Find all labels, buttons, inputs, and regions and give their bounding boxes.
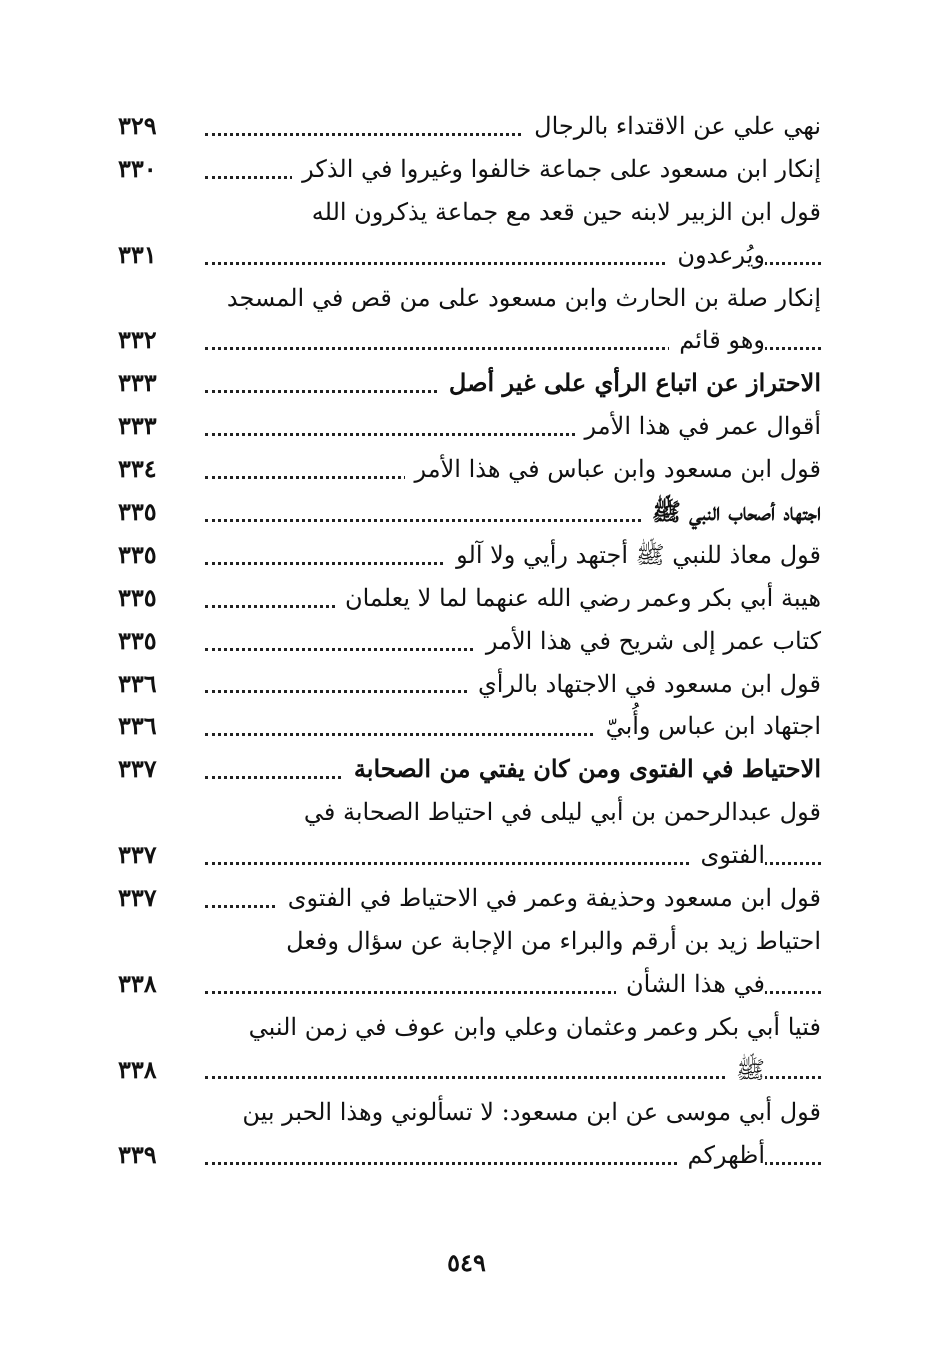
toc-entry-title: في هذا الشأن — [616, 963, 765, 1006]
toc-page-number: ٣٣٥ — [118, 582, 157, 612]
toc-page-number: ٣٢٩ — [118, 111, 157, 140]
toc-entry-continuation[interactable] — [0, 319, 933, 362]
toc-entry-continuation[interactable] — [0, 234, 933, 277]
toc-entry-title: أظهركم — [678, 1134, 765, 1177]
toc-entry-title: هيبة أبي بكر وعمر رضي الله عنهما لما لا يعلمان — [335, 577, 821, 620]
toc-page-number: ٣٣٥ — [118, 625, 157, 655]
toc-entry-title: قول أبي موسى عن ابن مسعود: لا تسألوني وهذا الحبر بين — [232, 1091, 821, 1134]
toc-page-number: ٣٣٣ — [118, 411, 157, 441]
toc-entry-title: وهو قائم — [669, 319, 765, 362]
toc-entry[interactable] — [0, 277, 933, 320]
toc-entry-title: ويُرعدون — [667, 234, 765, 277]
toc-entry[interactable] — [0, 534, 933, 577]
toc-entry-title: كتاب عمر إلى شريح في هذا الأمر — [476, 620, 821, 663]
toc-entry-continuation[interactable] — [0, 1134, 933, 1177]
toc-page-number: ٣٣٨ — [118, 1054, 157, 1084]
toc-entry[interactable] — [0, 920, 933, 963]
toc-entry-title: قول ابن مسعود وحذيفة وعمر في الاحتياط في الفتوى — [278, 877, 821, 920]
toc-entry[interactable] — [0, 705, 933, 748]
toc-page-number: ٣٣٨ — [118, 968, 157, 998]
toc-entry-title: إنكار ابن مسعود على جماعة خالفوا وغيروا في الذكر — [292, 148, 821, 191]
toc-entry-title: أقوال عمر في هذا الأمر — [575, 405, 821, 448]
toc-entry-title: اجتهاد أصحاب النبي ﷺ — [642, 491, 821, 534]
toc-page-number: ٣٣٧ — [118, 840, 157, 870]
toc-entry[interactable] — [0, 105, 933, 148]
table-of-contents — [0, 105, 933, 1177]
toc-page-number: ٣٣٥ — [118, 539, 157, 569]
toc-entry[interactable] — [0, 577, 933, 620]
toc-entry[interactable] — [0, 620, 933, 663]
toc-entry[interactable] — [0, 1091, 933, 1134]
toc-page-number: ٣٣٦ — [118, 668, 157, 698]
toc-page-number: ٣٣٣ — [118, 368, 157, 398]
toc-page-number: ٣٣٤ — [118, 454, 157, 484]
toc-entry-title: إنكار صلة بن الحارث وابن مسعود على من قص في المسجد — [217, 277, 821, 320]
toc-entry[interactable] — [0, 191, 933, 234]
toc-section-heading[interactable] — [0, 748, 933, 791]
toc-entry-title: قول ابن مسعود في الاجتهاد بالرأي — [468, 663, 821, 706]
toc-page-number: ٣٣٠ — [118, 153, 157, 183]
toc-entry-title: قول معاذ للنبي ﷺ أجتهد رأيي ولا آلو — [446, 534, 821, 577]
toc-page-number: ٣٣٧ — [118, 754, 157, 784]
toc-entry-title: الاحتياط في الفتوى ومن كان يفتي من الصحابة — [344, 748, 821, 791]
toc-entry[interactable] — [0, 148, 933, 191]
toc-section-heading[interactable] — [0, 491, 933, 534]
toc-entry[interactable] — [0, 877, 933, 920]
toc-page-number: ٣٣٥ — [118, 497, 157, 527]
toc-entry[interactable] — [0, 791, 933, 834]
toc-entry-continuation[interactable] — [0, 1049, 933, 1092]
toc-entry[interactable] — [0, 405, 933, 448]
toc-page-number: ٣٣٩ — [118, 1140, 157, 1170]
toc-entry-continuation[interactable] — [0, 963, 933, 1006]
toc-entry-title: اجتهاد ابن عباس وأُبيّ — [596, 705, 821, 748]
toc-entry-title: قول عبدالرحمن بن أبي ليلى في احتياط الصحابة في — [294, 791, 821, 834]
toc-entry-title: الفتوى — [690, 834, 765, 877]
page-number: ٥٤٩ — [447, 1248, 486, 1277]
toc-page-number: ٣٣١ — [118, 239, 157, 269]
toc-entry-continuation[interactable] — [0, 834, 933, 877]
toc-entry-title: فتيا أبي بكر وعمر وعثمان وعلي وابن عوف في زمن النبي — [239, 1006, 821, 1049]
toc-page-number: ٣٣٢ — [118, 325, 157, 355]
toc-entry-title: احتياط زيد بن أرقم والبراء من الإجابة عن سؤال وفعل — [276, 920, 821, 963]
toc-page-number: ٣٣٧ — [118, 883, 157, 913]
toc-entry-title: الاحتراز عن اتباع الرأي على غير أصل — [439, 362, 821, 405]
toc-entry-title: ﷺ — [726, 1049, 765, 1092]
toc-entry[interactable] — [0, 1006, 933, 1049]
toc-page-number: ٣٣٦ — [118, 711, 157, 741]
toc-section-heading[interactable] — [0, 362, 933, 405]
toc-entry-title: قول ابن مسعود وابن عباس في هذا الأمر — [405, 448, 822, 491]
toc-entry-title: نهي علي عن الاقتداء بالرجال — [524, 105, 821, 148]
toc-entry-title: قول ابن الزبير لابنه حين قعد مع جماعة يذكرون الله — [302, 191, 821, 234]
toc-entry[interactable] — [0, 663, 933, 706]
toc-entry[interactable] — [0, 448, 933, 491]
